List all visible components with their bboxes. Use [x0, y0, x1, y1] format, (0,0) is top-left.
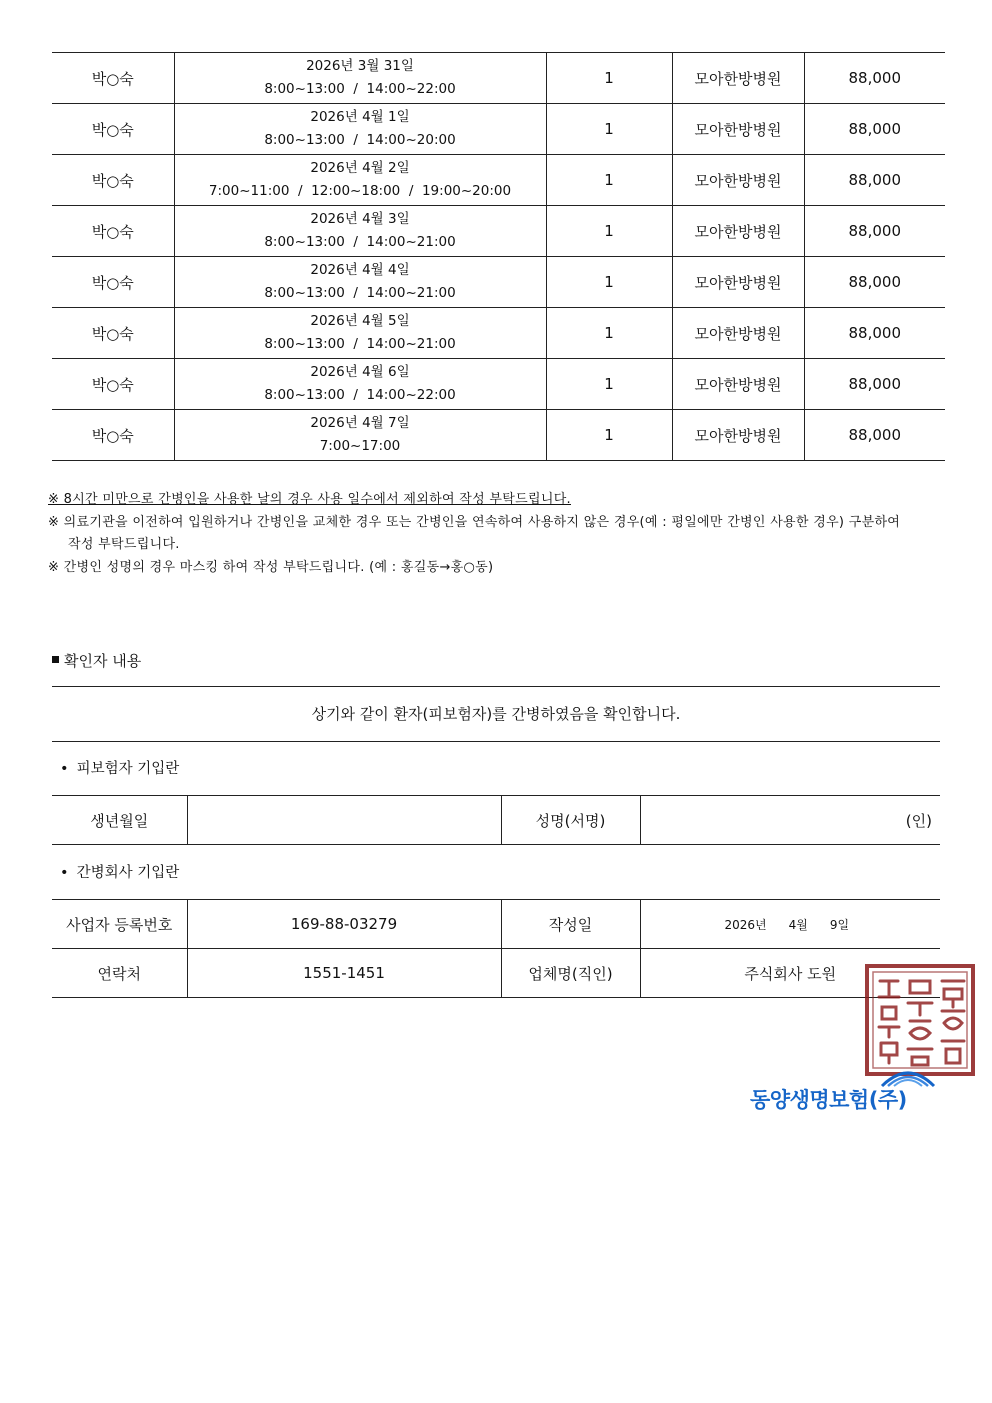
contact-value: 1551-1451	[187, 949, 501, 998]
company-seal-stamp	[864, 963, 976, 1077]
square-bullet-icon	[52, 656, 59, 663]
note-masking: ※ 간병인 성명의 경우 마스킹 하여 작성 부탁드립니다. (예 : 홍길동→홍○동)	[48, 559, 494, 575]
care-date-text: 2026년 4월 3일	[310, 211, 410, 227]
care-date-text: 2026년 3월 31일	[306, 58, 414, 74]
hospital-cell: 모아한방병원	[672, 359, 804, 410]
care-hours-text: 8:00~13:00 / 14:00~22:00	[264, 387, 456, 403]
caregiver-name-cell: 박○숙	[52, 410, 174, 461]
note-8hours: ※ 8시간 미만으로 간병인을 사용한 날의 경우 사용 일수에서 제외하여 작성 부탁드립니다.	[48, 492, 571, 507]
care-date-cell	[174, 104, 546, 155]
care-days-cell: 1	[546, 53, 672, 104]
hospital-cell: 모아한방병원	[672, 155, 804, 206]
reg-number-value: 169-88-03279	[187, 900, 501, 949]
care-date-cell	[174, 359, 546, 410]
confirm-statement: 상기와 같이 환자(피보험자)를 간병하였음을 확인합니다.	[52, 686, 940, 742]
care-days-cell: 1	[546, 155, 672, 206]
amount-cell: 88,000	[804, 155, 945, 206]
caregiver-name-cell: 박○숙	[52, 155, 174, 206]
amount-cell: 88,000	[804, 359, 945, 410]
caregiver-name-cell: 박○숙	[52, 359, 174, 410]
care-date-cell	[174, 308, 546, 359]
amount-cell: 88,000	[804, 104, 945, 155]
care-date-text: 2026년 4월 4일	[310, 262, 410, 278]
care-date-cell	[174, 53, 546, 104]
written-date-label: 작성일	[501, 900, 640, 949]
care-days-cell: 1	[546, 257, 672, 308]
care-date-text: 2026년 4월 5일	[310, 313, 410, 329]
care-days-cell: 1	[546, 410, 672, 461]
hospital-cell: 모아한방병원	[672, 257, 804, 308]
company-section-title: • 간병회사 기입란	[60, 865, 180, 881]
care-hours-text: 8:00~13:00 / 14:00~21:00	[264, 285, 456, 301]
care-hours-text: 8:00~13:00 / 14:00~22:00	[264, 81, 456, 97]
confirm-section-title: 확인자 내용	[52, 650, 141, 671]
care-hours-text: 8:00~13:00 / 14:00~21:00	[264, 336, 456, 352]
hospital-cell: 모아한방병원	[672, 308, 804, 359]
insured-table	[52, 795, 940, 845]
care-date-cell	[174, 410, 546, 461]
table-row	[52, 257, 945, 308]
care-days-cell: 1	[546, 308, 672, 359]
company-name-value: 주식회사 도원	[640, 949, 940, 998]
birth-field[interactable]	[187, 796, 501, 845]
caregiver-name-cell: 박○숙	[52, 53, 174, 104]
notes-block	[48, 489, 944, 579]
table-row	[52, 155, 945, 206]
care-hours-text: 7:00~11:00 / 12:00~18:00 / 19:00~20:00	[208, 183, 512, 199]
insured-section-title: • 피보험자 기입란	[60, 761, 180, 777]
amount-cell: 88,000	[804, 308, 945, 359]
table-row	[52, 104, 945, 155]
care-days-cell: 1	[546, 206, 672, 257]
care-date-text: 2026년 4월 1일	[310, 109, 410, 125]
care-date-text: 2026년 4월 2일	[310, 160, 410, 176]
table-row	[52, 206, 945, 257]
insured-signature-field[interactable]	[640, 796, 940, 845]
care-date-cell	[174, 155, 546, 206]
note-hospital-change: ※ 의료기관을 이전하여 입원하거나 간병인을 교체한 경우 또는 간병인을 연속하여 사용하지 않은 경우(예 : 평일에만 간병인 사용한 경우) 구분하여	[48, 514, 901, 530]
written-date-value: 2026년 4월 9일	[640, 900, 940, 949]
insured-name-label: 성명(서명)	[501, 796, 640, 845]
caregiver-table-body	[52, 53, 945, 461]
care-hours-text: 8:00~13:00 / 14:00~20:00	[264, 132, 456, 148]
care-date-text: 2026년 4월 7일	[310, 415, 410, 431]
caregiver-name-cell: 박○숙	[52, 104, 174, 155]
birth-label: 생년월일	[52, 796, 187, 845]
amount-cell: 88,000	[804, 410, 945, 461]
table-row	[52, 359, 945, 410]
care-days-cell: 1	[546, 359, 672, 410]
company-name-label: 업체명(직인)	[501, 949, 640, 998]
care-date-cell	[174, 257, 546, 308]
amount-cell: 88,000	[804, 257, 945, 308]
hospital-cell: 모아한방병원	[672, 206, 804, 257]
contact-label: 연락처	[52, 949, 187, 998]
caregiver-name-cell: 박○숙	[52, 257, 174, 308]
bullet-dot-icon: •	[60, 761, 69, 777]
care-date-cell	[174, 206, 546, 257]
amount-cell: 88,000	[804, 206, 945, 257]
note-hospital-change-cont: 작성 부탁드립니다.	[68, 537, 180, 552]
amount-cell: 88,000	[804, 53, 945, 104]
reg-number-label: 사업자 등록번호	[52, 900, 187, 949]
caregiver-name-cell: 박○숙	[52, 206, 174, 257]
table-row	[52, 410, 945, 461]
hospital-cell: 모아한방병원	[672, 410, 804, 461]
care-hours-text: 8:00~13:00 / 14:00~21:00	[264, 234, 456, 250]
hospital-cell: 모아한방병원	[672, 104, 804, 155]
table-row	[52, 53, 945, 104]
caregiver-name-cell: 박○숙	[52, 308, 174, 359]
care-date-text: 2026년 4월 6일	[310, 364, 410, 380]
brand-logo-text: 동양생명보험(주)	[750, 1088, 907, 1112]
caregiver-table	[52, 52, 945, 461]
care-hours-text: 7:00~17:00	[319, 438, 401, 454]
seal-mark: (인)	[905, 811, 932, 830]
care-days-cell: 1	[546, 104, 672, 155]
bullet-dot-icon: •	[60, 865, 69, 881]
company-table	[52, 899, 940, 998]
hospital-cell: 모아한방병원	[672, 53, 804, 104]
table-row	[52, 308, 945, 359]
